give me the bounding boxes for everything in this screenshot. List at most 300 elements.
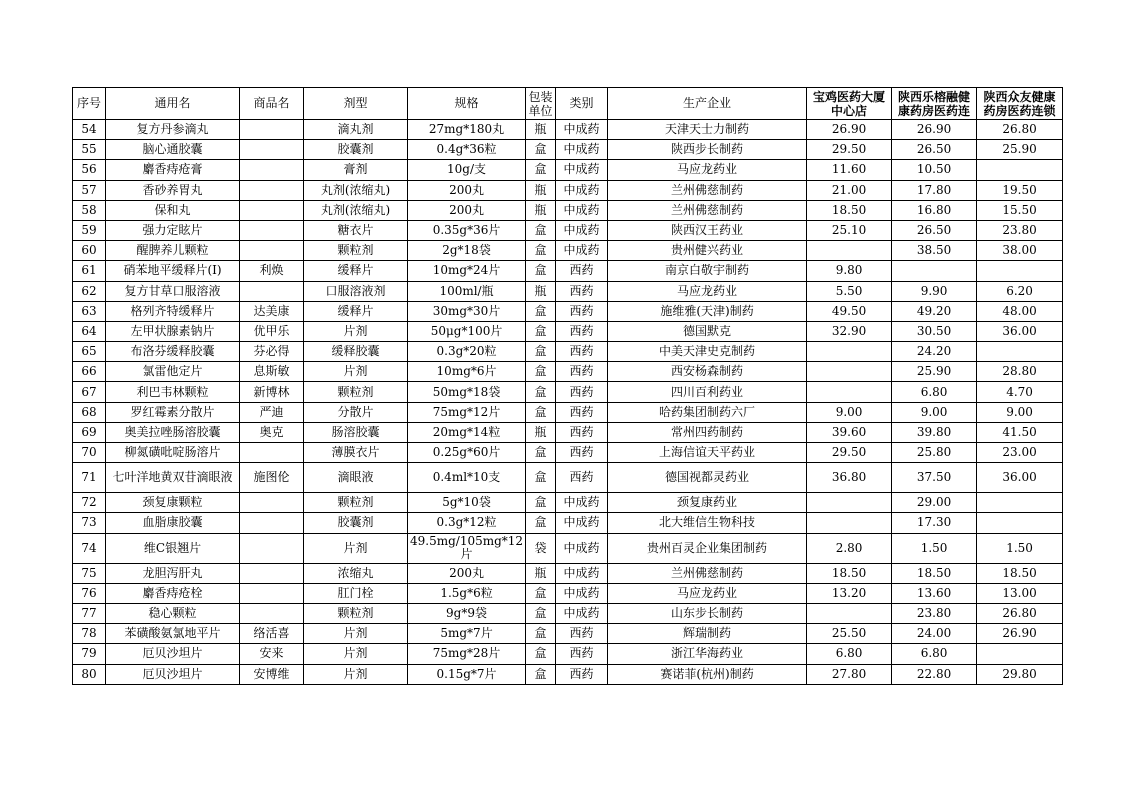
cell-manufacturer: 施维雅(天津)制药 (608, 301, 807, 321)
cell-generic-name: 脑心通胶囊 (106, 140, 240, 160)
cell-price-store-2: 9.00 (892, 402, 977, 422)
cell-dosage-form: 颗粒剂 (304, 241, 408, 261)
header-dosage-form: 剂型 (304, 88, 408, 120)
cell-generic-name: 颈复康颗粒 (106, 493, 240, 513)
cell-spec: 20mg*14粒 (408, 422, 526, 442)
cell-seq: 56 (73, 160, 106, 180)
cell-price-store-2: 9.90 (892, 281, 977, 301)
cell-dosage-form: 胶囊剂 (304, 513, 408, 533)
cell-unit: 盒 (526, 220, 556, 240)
cell-dosage-form: 薄膜衣片 (304, 443, 408, 463)
cell-dosage-form: 丸剂(浓缩丸) (304, 180, 408, 200)
cell-category: 中成药 (556, 160, 608, 180)
cell-price-store-2: 26.50 (892, 220, 977, 240)
cell-price-store-1: 49.50 (807, 301, 892, 321)
cell-price-store-2: 37.50 (892, 463, 977, 493)
cell-brand-name: 息斯敏 (240, 362, 304, 382)
cell-generic-name: 龙胆泻肝丸 (106, 563, 240, 583)
cell-manufacturer: 颈复康药业 (608, 493, 807, 513)
cell-unit: 盒 (526, 160, 556, 180)
cell-category: 西药 (556, 261, 608, 281)
cell-category: 中成药 (556, 180, 608, 200)
cell-spec: 5g*10袋 (408, 493, 526, 513)
cell-seq: 73 (73, 513, 106, 533)
cell-seq: 74 (73, 533, 106, 563)
cell-seq: 71 (73, 463, 106, 493)
cell-brand-name (240, 140, 304, 160)
table-row (73, 563, 1063, 583)
table-row (73, 180, 1063, 200)
cell-spec: 200丸 (408, 200, 526, 220)
cell-seq: 55 (73, 140, 106, 160)
cell-seq: 76 (73, 583, 106, 603)
cell-dosage-form: 缓释片 (304, 261, 408, 281)
cell-price-store-2: 39.80 (892, 422, 977, 442)
cell-price-store-2: 1.50 (892, 533, 977, 563)
cell-spec: 0.3g*12粒 (408, 513, 526, 533)
cell-dosage-form: 肠溶胶囊 (304, 422, 408, 442)
cell-dosage-form: 缓释胶囊 (304, 342, 408, 362)
cell-category: 西药 (556, 342, 608, 362)
cell-price-store-3: 29.80 (977, 664, 1063, 684)
cell-brand-name: 芬必得 (240, 342, 304, 362)
cell-category: 中成药 (556, 583, 608, 603)
table-row (73, 402, 1063, 422)
cell-seq: 72 (73, 493, 106, 513)
cell-price-store-1 (807, 382, 892, 402)
header-category: 类别 (556, 88, 608, 120)
cell-spec: 10g/支 (408, 160, 526, 180)
cell-brand-name: 新博林 (240, 382, 304, 402)
cell-spec: 0.3g*20粒 (408, 342, 526, 362)
cell-dosage-form: 颗粒剂 (304, 382, 408, 402)
table-row (73, 422, 1063, 442)
cell-price-store-3: 26.90 (977, 624, 1063, 644)
cell-dosage-form: 胶囊剂 (304, 140, 408, 160)
table-row (73, 583, 1063, 603)
cell-brand-name: 安来 (240, 644, 304, 664)
cell-brand-name (240, 180, 304, 200)
cell-price-store-3: 26.80 (977, 603, 1063, 623)
cell-generic-name: 复方甘草口服溶液 (106, 281, 240, 301)
cell-dosage-form: 口服溶液剂 (304, 281, 408, 301)
cell-category: 中成药 (556, 140, 608, 160)
cell-brand-name: 严迪 (240, 402, 304, 422)
cell-brand-name: 优甲乐 (240, 321, 304, 341)
table-row (73, 261, 1063, 281)
cell-dosage-form: 糖衣片 (304, 220, 408, 240)
cell-price-store-1: 9.80 (807, 261, 892, 281)
table-row (73, 362, 1063, 382)
cell-manufacturer: 浙江华海药业 (608, 644, 807, 664)
table-row (73, 281, 1063, 301)
cell-price-store-2: 17.30 (892, 513, 977, 533)
cell-spec: 100ml/瓶 (408, 281, 526, 301)
table-row (73, 443, 1063, 463)
cell-spec: 0.4ml*10支 (408, 463, 526, 493)
cell-generic-name: 厄贝沙坦片 (106, 644, 240, 664)
cell-price-store-1: 25.50 (807, 624, 892, 644)
cell-seq: 59 (73, 220, 106, 240)
cell-generic-name: 奥美拉唑肠溶胶囊 (106, 422, 240, 442)
cell-spec: 200丸 (408, 180, 526, 200)
cell-category: 中成药 (556, 603, 608, 623)
cell-seq: 61 (73, 261, 106, 281)
cell-seq: 80 (73, 664, 106, 684)
cell-dosage-form: 颗粒剂 (304, 603, 408, 623)
cell-brand-name (240, 563, 304, 583)
cell-generic-name: 利巴韦林颗粒 (106, 382, 240, 402)
cell-brand-name (240, 533, 304, 563)
header-row (73, 88, 1063, 120)
cell-manufacturer: 常州四药制药 (608, 422, 807, 442)
cell-dosage-form: 片剂 (304, 644, 408, 664)
cell-manufacturer: 北大维信生物科技 (608, 513, 807, 533)
cell-price-store-2: 25.80 (892, 443, 977, 463)
cell-brand-name (240, 443, 304, 463)
cell-spec: 27mg*180丸 (408, 120, 526, 140)
cell-category: 中成药 (556, 220, 608, 240)
table-row (73, 301, 1063, 321)
cell-brand-name (240, 513, 304, 533)
cell-manufacturer: 辉瑞制药 (608, 624, 807, 644)
cell-brand-name (240, 281, 304, 301)
cell-category: 中成药 (556, 200, 608, 220)
cell-manufacturer: 哈药集团制药六厂 (608, 402, 807, 422)
cell-price-store-3: 1.50 (977, 533, 1063, 563)
cell-price-store-2: 17.80 (892, 180, 977, 200)
cell-manufacturer: 赛诺菲(杭州)制药 (608, 664, 807, 684)
cell-dosage-form: 滴丸剂 (304, 120, 408, 140)
cell-seq: 57 (73, 180, 106, 200)
cell-spec: 10mg*24片 (408, 261, 526, 281)
cell-unit: 盒 (526, 321, 556, 341)
cell-price-store-2: 38.50 (892, 241, 977, 261)
cell-generic-name: 保和丸 (106, 200, 240, 220)
cell-spec: 9g*9袋 (408, 603, 526, 623)
table-row (73, 321, 1063, 341)
cell-seq: 62 (73, 281, 106, 301)
cell-seq: 58 (73, 200, 106, 220)
cell-price-store-1 (807, 513, 892, 533)
cell-unit: 盒 (526, 463, 556, 493)
cell-price-store-3: 48.00 (977, 301, 1063, 321)
cell-spec: 2g*18袋 (408, 241, 526, 261)
cell-seq: 64 (73, 321, 106, 341)
cell-brand-name (240, 160, 304, 180)
cell-unit: 瓶 (526, 180, 556, 200)
cell-brand-name: 施图伦 (240, 463, 304, 493)
cell-price-store-1: 6.80 (807, 644, 892, 664)
cell-price-store-1: 32.90 (807, 321, 892, 341)
cell-price-store-1: 2.80 (807, 533, 892, 563)
cell-dosage-form: 缓释片 (304, 301, 408, 321)
cell-manufacturer: 德国默克 (608, 321, 807, 341)
table-row (73, 463, 1063, 493)
cell-price-store-3: 19.50 (977, 180, 1063, 200)
cell-unit: 盒 (526, 342, 556, 362)
cell-spec: 0.15g*7片 (408, 664, 526, 684)
cell-seq: 63 (73, 301, 106, 321)
table-row (73, 120, 1063, 140)
cell-spec: 200丸 (408, 563, 526, 583)
cell-dosage-form: 浓缩丸 (304, 563, 408, 583)
cell-seq: 68 (73, 402, 106, 422)
table-row (73, 603, 1063, 623)
cell-unit: 盒 (526, 140, 556, 160)
cell-generic-name: 麝香痔疮栓 (106, 583, 240, 603)
cell-price-store-2 (892, 261, 977, 281)
cell-price-store-3 (977, 493, 1063, 513)
cell-seq: 75 (73, 563, 106, 583)
cell-price-store-2: 49.20 (892, 301, 977, 321)
cell-category: 西药 (556, 321, 608, 341)
cell-category: 中成药 (556, 493, 608, 513)
cell-manufacturer: 兰州佛慈制药 (608, 563, 807, 583)
header-seq: 序号 (73, 88, 106, 120)
cell-spec: 75mg*12片 (408, 402, 526, 422)
cell-manufacturer: 马应龙药业 (608, 281, 807, 301)
header-store-3: 陕西众友健康药房医药连锁 (977, 88, 1063, 120)
cell-price-store-2: 6.80 (892, 382, 977, 402)
cell-price-store-2: 18.50 (892, 563, 977, 583)
cell-price-store-3: 15.50 (977, 200, 1063, 220)
cell-spec: 10mg*6片 (408, 362, 526, 382)
cell-price-store-3: 26.80 (977, 120, 1063, 140)
cell-brand-name (240, 200, 304, 220)
cell-price-store-1: 18.50 (807, 200, 892, 220)
cell-generic-name: 硝苯地平缓释片(Ⅰ) (106, 261, 240, 281)
cell-price-store-3: 23.00 (977, 443, 1063, 463)
cell-seq: 78 (73, 624, 106, 644)
cell-spec: 1.5g*6粒 (408, 583, 526, 603)
cell-unit: 瓶 (526, 422, 556, 442)
cell-price-store-1 (807, 241, 892, 261)
cell-price-store-3: 13.00 (977, 583, 1063, 603)
cell-price-store-3 (977, 160, 1063, 180)
cell-category: 西药 (556, 402, 608, 422)
cell-brand-name (240, 120, 304, 140)
cell-dosage-form: 片剂 (304, 362, 408, 382)
cell-generic-name: 复方丹参滴丸 (106, 120, 240, 140)
cell-price-store-2: 10.50 (892, 160, 977, 180)
cell-category: 西药 (556, 301, 608, 321)
table-row (73, 220, 1063, 240)
cell-unit: 盒 (526, 443, 556, 463)
cell-seq: 54 (73, 120, 106, 140)
cell-price-store-2: 23.80 (892, 603, 977, 623)
cell-category: 西药 (556, 443, 608, 463)
cell-generic-name: 维C银翘片 (106, 533, 240, 563)
cell-dosage-form: 颗粒剂 (304, 493, 408, 513)
cell-dosage-form: 分散片 (304, 402, 408, 422)
cell-price-store-1 (807, 342, 892, 362)
table-body (73, 120, 1063, 685)
header-generic-name: 通用名 (106, 88, 240, 120)
cell-seq: 69 (73, 422, 106, 442)
cell-generic-name: 香砂养胃丸 (106, 180, 240, 200)
cell-spec: 75mg*28片 (408, 644, 526, 664)
cell-dosage-form: 片剂 (304, 533, 408, 563)
cell-price-store-3: 23.80 (977, 220, 1063, 240)
cell-seq: 60 (73, 241, 106, 261)
cell-seq: 79 (73, 644, 106, 664)
cell-manufacturer: 兰州佛慈制药 (608, 180, 807, 200)
cell-manufacturer: 陕西步长制药 (608, 140, 807, 160)
cell-category: 西药 (556, 463, 608, 493)
cell-manufacturer: 山东步长制药 (608, 603, 807, 623)
cell-price-store-1: 9.00 (807, 402, 892, 422)
cell-manufacturer: 天津天士力制药 (608, 120, 807, 140)
cell-price-store-2: 29.00 (892, 493, 977, 513)
cell-price-store-1: 21.00 (807, 180, 892, 200)
cell-price-store-2: 22.80 (892, 664, 977, 684)
cell-price-store-1: 29.50 (807, 443, 892, 463)
cell-unit: 盒 (526, 301, 556, 321)
header-manufacturer: 生产企业 (608, 88, 807, 120)
cell-generic-name: 七叶洋地黄双苷滴眼液 (106, 463, 240, 493)
cell-unit: 瓶 (526, 281, 556, 301)
cell-category: 西药 (556, 422, 608, 442)
cell-price-store-3: 28.80 (977, 362, 1063, 382)
cell-dosage-form: 膏剂 (304, 160, 408, 180)
cell-brand-name (240, 493, 304, 513)
cell-category: 西药 (556, 362, 608, 382)
cell-dosage-form: 丸剂(浓缩丸) (304, 200, 408, 220)
table-row (73, 200, 1063, 220)
cell-unit: 盒 (526, 402, 556, 422)
cell-price-store-2: 6.80 (892, 644, 977, 664)
cell-category: 西药 (556, 382, 608, 402)
cell-manufacturer: 上海信谊天平药业 (608, 443, 807, 463)
cell-dosage-form: 片剂 (304, 624, 408, 644)
cell-price-store-2: 13.60 (892, 583, 977, 603)
table-row (73, 533, 1063, 563)
cell-unit: 盒 (526, 261, 556, 281)
cell-price-store-1: 26.90 (807, 120, 892, 140)
cell-brand-name: 利焕 (240, 261, 304, 281)
cell-price-store-3: 36.00 (977, 463, 1063, 493)
cell-price-store-1: 11.60 (807, 160, 892, 180)
cell-price-store-2: 24.20 (892, 342, 977, 362)
table-row (73, 342, 1063, 362)
cell-spec: 5mg*7片 (408, 624, 526, 644)
cell-manufacturer: 贵州百灵企业集团制药 (608, 533, 807, 563)
table-row (73, 140, 1063, 160)
cell-unit: 瓶 (526, 563, 556, 583)
cell-price-store-3 (977, 644, 1063, 664)
cell-category: 中成药 (556, 513, 608, 533)
cell-generic-name: 柳氮磺吡啶肠溶片 (106, 443, 240, 463)
cell-dosage-form: 片剂 (304, 321, 408, 341)
cell-price-store-2: 16.80 (892, 200, 977, 220)
cell-unit: 瓶 (526, 200, 556, 220)
table-row (73, 241, 1063, 261)
cell-unit: 盒 (526, 382, 556, 402)
cell-spec: 50μg*100片 (408, 321, 526, 341)
cell-manufacturer: 兰州佛慈制药 (608, 200, 807, 220)
cell-category: 中成药 (556, 533, 608, 563)
cell-price-store-3: 9.00 (977, 402, 1063, 422)
cell-generic-name: 氯雷他定片 (106, 362, 240, 382)
cell-generic-name: 格列齐特缓释片 (106, 301, 240, 321)
cell-manufacturer: 南京白敬宇制药 (608, 261, 807, 281)
cell-price-store-1: 39.60 (807, 422, 892, 442)
cell-price-store-3: 18.50 (977, 563, 1063, 583)
cell-generic-name: 苯磺酸氨氯地平片 (106, 624, 240, 644)
cell-category: 西药 (556, 644, 608, 664)
table-row (73, 664, 1063, 684)
cell-unit: 盒 (526, 493, 556, 513)
cell-generic-name: 强力定眩片 (106, 220, 240, 240)
cell-manufacturer: 中美天津史克制药 (608, 342, 807, 362)
cell-category: 西药 (556, 281, 608, 301)
cell-brand-name (240, 241, 304, 261)
cell-price-store-2: 26.90 (892, 120, 977, 140)
cell-seq: 65 (73, 342, 106, 362)
header-store-2: 陕西乐榕融健康药房医药连 (892, 88, 977, 120)
cell-brand-name (240, 220, 304, 240)
cell-price-store-1 (807, 603, 892, 623)
cell-price-store-3: 25.90 (977, 140, 1063, 160)
cell-price-store-3 (977, 261, 1063, 281)
cell-generic-name: 醒脾养儿颗粒 (106, 241, 240, 261)
cell-seq: 67 (73, 382, 106, 402)
cell-generic-name: 罗红霉素分散片 (106, 402, 240, 422)
cell-dosage-form: 片剂 (304, 664, 408, 684)
header-spec: 规格 (408, 88, 526, 120)
cell-price-store-1: 29.50 (807, 140, 892, 160)
cell-manufacturer: 西安杨森制药 (608, 362, 807, 382)
cell-price-store-3 (977, 342, 1063, 362)
cell-price-store-1: 13.20 (807, 583, 892, 603)
cell-generic-name: 布洛芬缓释胶囊 (106, 342, 240, 362)
cell-unit: 盒 (526, 603, 556, 623)
cell-seq: 77 (73, 603, 106, 623)
cell-spec: 49.5mg/105mg*12片 (408, 533, 526, 563)
cell-category: 西药 (556, 624, 608, 644)
cell-seq: 66 (73, 362, 106, 382)
cell-spec: 0.35g*36片 (408, 220, 526, 240)
cell-spec: 0.4g*36粒 (408, 140, 526, 160)
table-row (73, 382, 1063, 402)
cell-brand-name: 奥克 (240, 422, 304, 442)
cell-price-store-1: 25.10 (807, 220, 892, 240)
cell-category: 西药 (556, 664, 608, 684)
table-row (73, 624, 1063, 644)
cell-spec: 50mg*18袋 (408, 382, 526, 402)
cell-manufacturer: 贵州健兴药业 (608, 241, 807, 261)
table-row (73, 513, 1063, 533)
cell-price-store-2: 26.50 (892, 140, 977, 160)
cell-price-store-3: 38.00 (977, 241, 1063, 261)
cell-seq: 70 (73, 443, 106, 463)
cell-generic-name: 血脂康胶囊 (106, 513, 240, 533)
cell-manufacturer: 德国视都灵药业 (608, 463, 807, 493)
header-store-1: 宝鸡医药大厦中心店 (807, 88, 892, 120)
cell-price-store-1: 5.50 (807, 281, 892, 301)
cell-brand-name (240, 583, 304, 603)
cell-price-store-2: 25.90 (892, 362, 977, 382)
table-row (73, 160, 1063, 180)
cell-spec: 30mg*30片 (408, 301, 526, 321)
table-row (73, 644, 1063, 664)
header-brand-name: 商品名 (240, 88, 304, 120)
cell-brand-name (240, 603, 304, 623)
cell-category: 中成药 (556, 563, 608, 583)
cell-unit: 盒 (526, 241, 556, 261)
cell-unit: 盒 (526, 583, 556, 603)
